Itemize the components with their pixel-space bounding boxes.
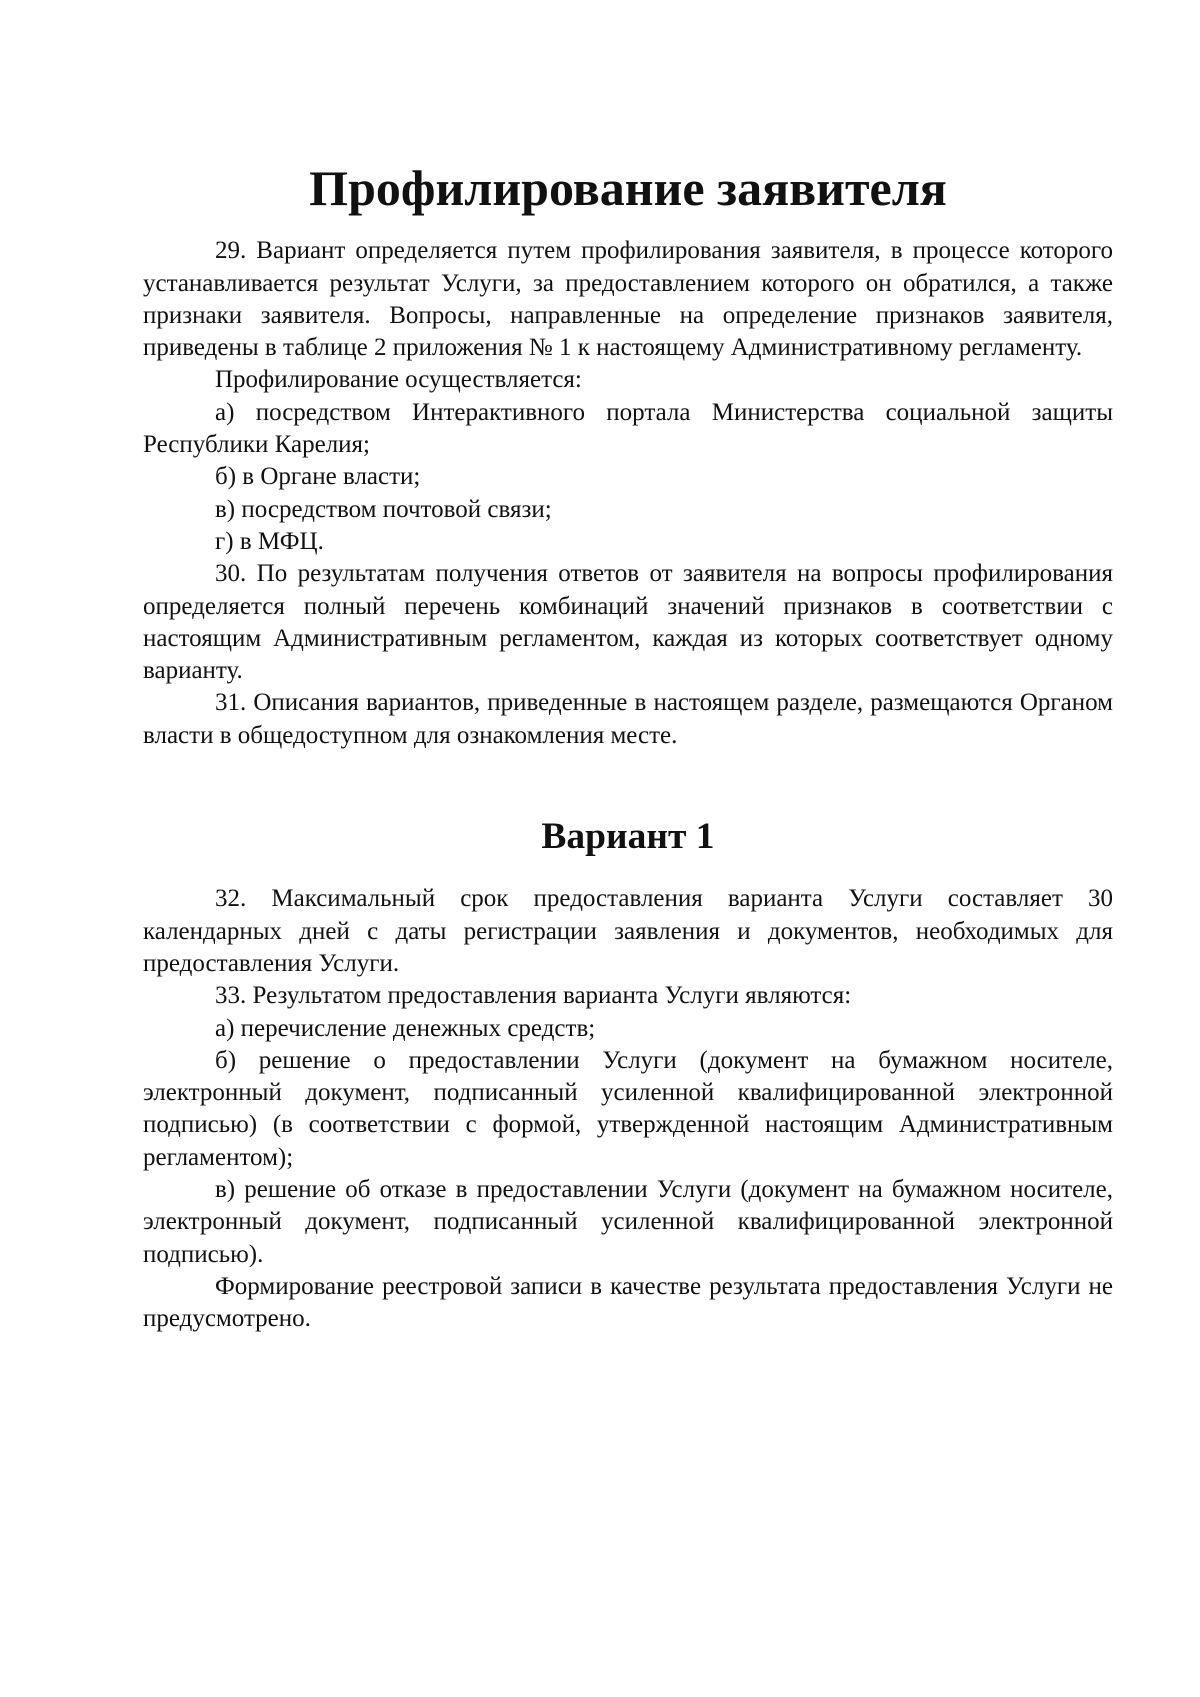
result-item-b: б) решение о предоставлении Услуги (документ на бумажном носителе, электронный документ, подписанный усиленной квалифицированной электронной подписью) (в соответствии с формой, утвержденной настоящим Административным регламентом); [143,1046,1113,1171]
list-item-b: б) в Органе власти; [215,463,421,491]
paragraph-32: 32. Максимальный срок предоставления варианта Услуги составляет 30 календарных дней с даты регистрации заявления и документов, необходимых для предоставления Услуги. [143,885,1113,977]
section-title-profiling: Профилирование заявителя [309,160,947,216]
paragraph-33: 33. Результатом предоставления варианта Услуги являются: [215,982,852,1010]
paragraph-29: 29. Вариант определяется путем профилирования заявителя, в процессе которого устанавливается результат Услуги, за предоставлением которого он обратился, а также признаки заявителя. Вопросы, направленные на определение признаков заявителя, приведены в таблице 2 приложения № 1 к настоящему Административному регламенту. [143,237,1113,362]
list-item-g: г) в МФЦ. [215,527,324,555]
list-item-v: в) посредством почтовой связи; [215,495,552,523]
paragraph-30: 30. По результатам получения ответов от заявителя на вопросы профилирования определяется полный перечень комбинаций значений признаков в соответствии с настоящим Административным регламентом, каждая из которых соответствует одному варианту. [143,560,1113,685]
result-item-a: а) перечисление денежных средств; [215,1014,596,1042]
paragraph-31: 31. Описания вариантов, приведенные в настоящем разделе, размещаются Органом власти в общедоступном для ознакомления месте. [143,689,1113,749]
document-content [143,160,1113,1336]
section-title-variant-1: Вариант 1 [541,816,715,858]
result-item-v: в) решение об отказе в предоставлении Услуги (документ на бумажном носителе, электронный документ, подписанный усиленной квалифицированной электронной подписью). [143,1176,1113,1268]
paragraph-registry-note: Формирование реестровой записи в качестве результата предоставления Услуги не предусмотрено. [143,1272,1113,1333]
paragraph-profiling-intro: Профилирование осуществляется: [215,366,582,394]
list-item-a: а) посредством Интерактивного портала Министерства социальной защиты Республики Карелия; [143,398,1113,459]
